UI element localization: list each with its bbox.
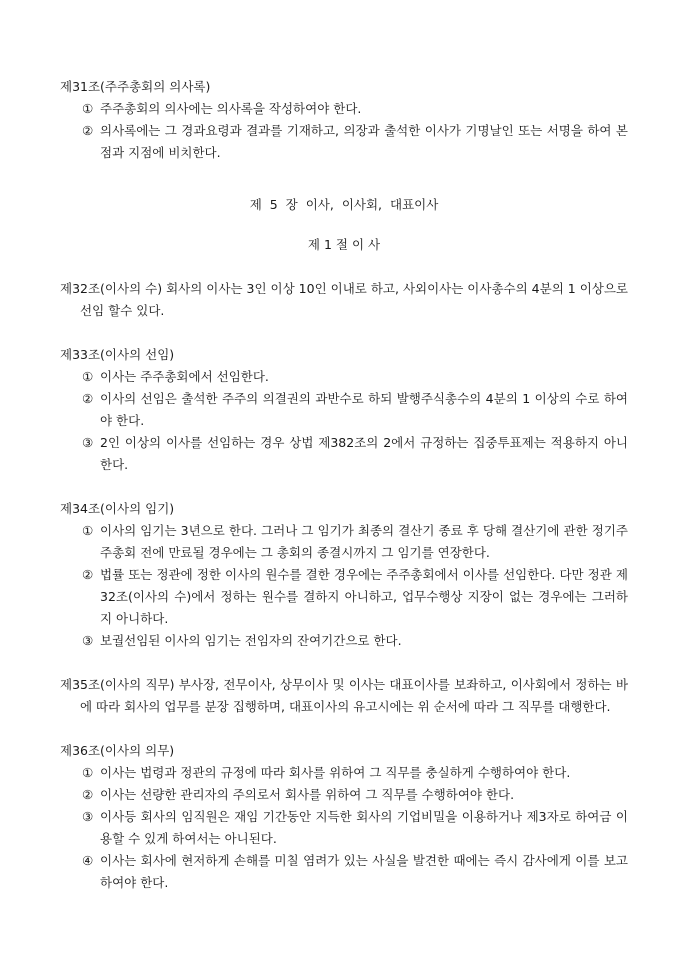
- article-33-items: [60, 366, 628, 476]
- article-36-item: [60, 850, 628, 894]
- article-36-item: [60, 806, 628, 850]
- item-number: ①: [82, 523, 94, 538]
- item-text: 이사는 법령과 정관의 규정에 따라 회사를 위하여 그 직무를 충실하게 수행하여야 한다.: [100, 765, 571, 780]
- article-33-item: [60, 366, 628, 388]
- article-31-item: [60, 120, 628, 164]
- article-33-heading: 제33조(이사의 선임): [60, 347, 175, 362]
- item-text: 이사의 선임은 출석한 주주의 의결권의 과반수로 하되 발행주식총수의 4분의 1 이상의 수로 하여야 한다.: [100, 391, 628, 428]
- item-number: ③: [82, 633, 94, 648]
- article-31-items: [60, 98, 628, 164]
- article-36-item: [60, 762, 628, 784]
- article-31-heading: 제31조(주주총회의 의사록): [60, 79, 211, 94]
- article-34-item: [60, 630, 628, 652]
- item-text: 이사는 선량한 관리자의 주의로서 회사를 위하여 그 직무를 수행하여야 한다.: [100, 787, 515, 802]
- item-number: ①: [82, 369, 94, 384]
- item-text: 2인 이상의 이사를 선임하는 경우 상법 제382조의 2에서 규정하는 집중투표제는 적용하지 아니한다.: [100, 435, 628, 472]
- article-34-item: [60, 564, 628, 630]
- item-text: 의사록에는 그 경과요령과 결과를 기재하고, 의장과 출석한 이사가 기명날인 또는 서명을 하여 본점과 지점에 비치한다.: [100, 123, 628, 160]
- article-36-item: [60, 784, 628, 806]
- item-text: 보궐선임된 이사의 임기는 전임자의 잔여기간으로 한다.: [100, 633, 402, 648]
- article-32-paragraph: 제32조(이사의 수) 회사의 이사는 3인 이상 10인 이내로 하고, 사외이사는 이사총수의 4분의 1 이상으로 선임 할수 있다.: [60, 281, 628, 318]
- chapter-title: 제 5 장 이사, 이사회, 대표이사: [249, 197, 439, 212]
- item-text: 이사는 주주총회에서 선임한다.: [100, 369, 269, 384]
- item-number: ②: [82, 787, 94, 802]
- article-31-item: [60, 98, 628, 120]
- item-number: ③: [82, 809, 94, 824]
- article-35-paragraph: 제35조(이사의 직무) 부사장, 전무이사, 상무이사 및 이사는 대표이사를 보좌하고, 이사회에서 정하는 바에 따라 회사의 업무를 분장 집행하며, 대표이사의 유고시에는 위 순서에 따라 그 직무를 대행한다.: [60, 677, 628, 714]
- article-36-heading: 제36조(이사의 의무): [60, 743, 175, 758]
- item-text: 이사의 임기는 3년으로 한다. 그러나 그 임기가 최종의 결산기 종료 후 당해 결산기에 관한 정기주주총회 전에 만료될 경우에는 그 총회의 종결시까지 그 임기를 연장한다.: [100, 523, 628, 560]
- item-text: 이사등 회사의 임직원은 재임 기간동안 지득한 회사의 기업비밀을 이용하거나 제3자로 하여금 이용할 수 있게 하여서는 아니된다.: [100, 809, 628, 846]
- item-number: ①: [82, 101, 94, 116]
- article-34-heading: 제34조(이사의 임기): [60, 501, 175, 516]
- item-number: ③: [82, 435, 94, 450]
- article-34-items: [60, 520, 628, 652]
- item-text: 이사는 회사에 현저하게 손해를 미칠 염려가 있는 사실을 발견한 때에는 즉시 감사에게 이를 보고하여야 한다.: [100, 853, 628, 890]
- item-number: ①: [82, 765, 94, 780]
- item-number: ②: [82, 391, 94, 406]
- article-36-items: [60, 762, 628, 894]
- item-number: ②: [82, 123, 94, 138]
- article-33-item: [60, 388, 628, 432]
- item-number: ②: [82, 567, 94, 582]
- document-page: [60, 76, 628, 894]
- item-text: 주주총회의 의사에는 의사록을 작성하여야 한다.: [100, 101, 362, 116]
- item-number: ④: [82, 853, 94, 868]
- article-33-item: [60, 432, 628, 476]
- item-text: 법률 또는 정관에 정한 이사의 원수를 결한 경우에는 주주총회에서 이사를 선임한다. 다만 정관 제32조(이사의 수)에서 정하는 원수를 결하지 아니하고, 업무수행상 지장이 없는 경우에는 그러하지 아니하다.: [100, 567, 628, 626]
- article-34-item: [60, 520, 628, 564]
- section-title: 제 1 절 이 사: [307, 237, 381, 252]
